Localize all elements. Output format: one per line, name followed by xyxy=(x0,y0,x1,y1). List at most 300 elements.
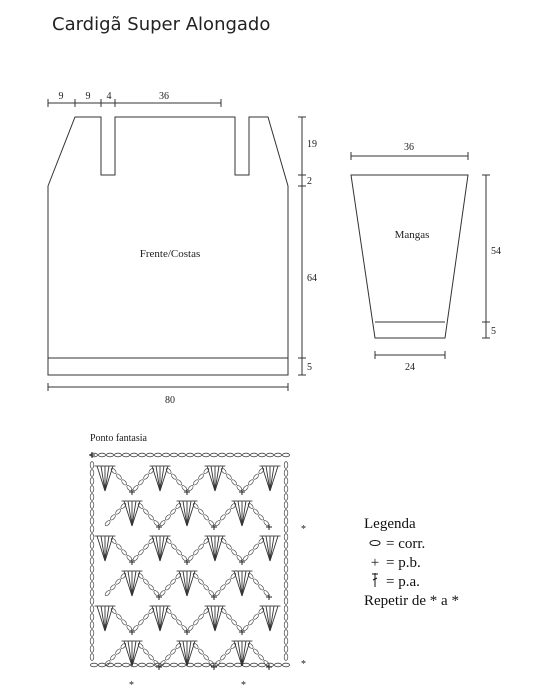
chain-stitch xyxy=(90,598,94,605)
chain-stitch xyxy=(194,663,201,667)
treble-stitch xyxy=(187,501,195,526)
chain-stitch xyxy=(253,543,260,550)
chain-stitch xyxy=(148,607,155,614)
sleeve-right-dim-1: 54 xyxy=(491,246,501,257)
chain-stitch xyxy=(274,453,281,457)
chain-stitch xyxy=(253,613,260,620)
chain-stitch xyxy=(284,566,288,573)
treble-stitch xyxy=(215,466,219,491)
treble-stitch xyxy=(215,466,223,491)
chain-stitch xyxy=(266,663,273,667)
treble-stitch xyxy=(160,606,164,631)
chain-stitch xyxy=(110,584,117,591)
treble-stitch xyxy=(238,571,242,596)
chain-stitch xyxy=(203,584,210,591)
chain-stitch xyxy=(220,514,227,521)
treble-stitch xyxy=(215,606,223,631)
chain-stitch xyxy=(176,619,183,626)
chain-stitch xyxy=(148,514,155,521)
stitch-chart-title: Ponto fantasia xyxy=(90,433,147,444)
chain-stitch xyxy=(203,537,210,544)
treble-stitch xyxy=(101,536,105,561)
treble-stitch xyxy=(242,571,246,596)
repeat-marker-bottom-2: * xyxy=(241,680,246,691)
chain-stitch xyxy=(253,648,260,655)
body-top-dim-2: 9 xyxy=(85,91,91,102)
chain-stitch xyxy=(121,619,128,626)
chain-stitch xyxy=(170,453,177,457)
treble-stitch xyxy=(211,466,215,491)
chain-stitch xyxy=(171,473,178,480)
body-top-dim-1: 9 xyxy=(58,91,64,102)
chain-stitch xyxy=(138,549,145,556)
treble-stitch xyxy=(242,641,250,666)
legend-repeat-text: Repetir de * a * xyxy=(364,593,459,609)
treble-stitch xyxy=(152,606,160,631)
chain-stitch xyxy=(175,502,182,509)
chain-stitch xyxy=(230,502,237,509)
treble-stitch xyxy=(105,466,109,491)
chain-stitch xyxy=(148,584,155,591)
chain-stitch xyxy=(284,638,288,645)
chain-stitch xyxy=(242,453,249,457)
treble-stitch xyxy=(152,536,160,561)
chain-stitch xyxy=(90,470,94,477)
chain-stitch xyxy=(284,630,288,637)
treble-stitch xyxy=(160,466,164,491)
chain-stitch xyxy=(284,470,288,477)
chain-stitch xyxy=(250,453,257,457)
plus-icon: + xyxy=(370,555,380,571)
chain-stitch xyxy=(218,453,225,457)
treble-stitch xyxy=(97,536,105,561)
treble-stitch xyxy=(187,571,191,596)
chain-stitch xyxy=(165,607,172,614)
chain-stitch xyxy=(247,572,254,579)
treble-stitch xyxy=(262,466,270,491)
treble-stitch xyxy=(132,501,140,526)
treble-stitch xyxy=(242,641,246,666)
chain-stitch xyxy=(193,479,200,486)
chain-stitch xyxy=(248,479,255,486)
chain-stitch xyxy=(106,453,113,457)
chain-stitch xyxy=(148,654,155,661)
legend-title: Legenda xyxy=(364,516,416,532)
chain-stitch xyxy=(274,663,281,667)
chain-stitch xyxy=(90,462,94,469)
body-right-dim-2: 2 xyxy=(307,176,312,187)
chain-stitch xyxy=(90,622,94,629)
body-top-dim-4: 36 xyxy=(159,91,169,102)
chain-stitch xyxy=(138,663,145,667)
treble-stitch xyxy=(183,641,187,666)
chain-stitch xyxy=(225,508,232,515)
chain-stitch xyxy=(284,598,288,605)
chain-stitch xyxy=(186,453,193,457)
sleeve-piece-label: Mangas xyxy=(394,229,430,241)
chain-stitch xyxy=(90,646,94,653)
chain-stitch xyxy=(234,663,241,667)
treble-stitch xyxy=(242,501,250,526)
chain-stitch xyxy=(202,453,209,457)
treble-stitch xyxy=(105,606,113,631)
chain-stitch xyxy=(284,590,288,597)
chain-stitch xyxy=(159,660,166,667)
chain-stitch xyxy=(284,614,288,621)
chain-stitch xyxy=(253,473,260,480)
chain-stitch xyxy=(90,614,94,621)
chain-stitch xyxy=(242,555,249,562)
chain-stitch xyxy=(214,660,221,667)
treble-stitch xyxy=(211,536,215,561)
sleeve-bottom-dim: 24 xyxy=(405,362,415,373)
chain-stitch xyxy=(138,479,145,486)
chain-stitch xyxy=(248,549,255,556)
treble-stitch xyxy=(270,466,278,491)
chain-stitch xyxy=(165,584,172,591)
treble-stitch xyxy=(132,641,136,666)
treble-stitch xyxy=(266,536,270,561)
repeat-marker-right-2: * xyxy=(301,659,306,670)
treble-stitch xyxy=(234,501,242,526)
treble-stitch xyxy=(132,501,136,526)
chain-stitch xyxy=(284,582,288,589)
chain-stitch xyxy=(137,502,144,509)
chain-stitch xyxy=(258,654,265,661)
chain-stitch xyxy=(120,502,127,509)
chain-stitch xyxy=(192,572,199,579)
chain-stitch xyxy=(90,590,94,597)
chain-stitch xyxy=(148,537,155,544)
treble-stitch xyxy=(242,571,250,596)
chain-stitch xyxy=(178,663,185,667)
chain-stitch xyxy=(90,486,94,493)
treble-stitch xyxy=(97,466,105,491)
chain-stitch xyxy=(171,543,178,550)
body-piece-outline xyxy=(48,117,288,375)
chain-stitch xyxy=(284,646,288,653)
treble-stitch xyxy=(179,571,187,596)
treble-stitch xyxy=(105,466,113,491)
treble-stitch xyxy=(156,606,160,631)
treble-stitch xyxy=(242,501,246,526)
chain-stitch xyxy=(247,642,254,649)
chain-stitch xyxy=(116,473,123,480)
treble-stitch xyxy=(215,536,223,561)
chain-stitch xyxy=(202,663,209,667)
chain-stitch xyxy=(130,453,137,457)
chain-stitch xyxy=(247,502,254,509)
chain-stitch xyxy=(90,518,94,525)
treble-stitch xyxy=(179,501,187,526)
chain-stitch xyxy=(220,584,227,591)
treble-stitch xyxy=(132,571,140,596)
chain-stitch xyxy=(143,648,150,655)
treble-stitch xyxy=(105,536,113,561)
chain-stitch xyxy=(138,453,145,457)
treble-stitch xyxy=(101,466,105,491)
chain-stitch xyxy=(148,467,155,474)
chain-stitch xyxy=(187,555,194,562)
chain-stitch xyxy=(122,663,129,667)
chain-stitch xyxy=(90,638,94,645)
chain-stitch xyxy=(187,625,194,632)
chain-stitch xyxy=(115,508,122,515)
chain-stitch xyxy=(266,453,273,457)
body-piece-label: Frente/Costas xyxy=(139,248,201,260)
chain-stitch xyxy=(210,453,217,457)
chain-stitch xyxy=(175,572,182,579)
treble-stitch xyxy=(207,466,215,491)
treble-stitch xyxy=(128,641,132,666)
chain-stitch xyxy=(203,514,210,521)
chain-stitch xyxy=(231,549,238,556)
chain-stitch xyxy=(284,478,288,485)
treble-stitch xyxy=(238,641,242,666)
chain-stitch xyxy=(203,467,210,474)
chain-stitch xyxy=(225,648,232,655)
chain-stitch xyxy=(253,508,260,515)
chain-stitch xyxy=(284,622,288,629)
chain-stitch xyxy=(284,526,288,533)
stitch-chart xyxy=(89,452,290,670)
chain-stitch xyxy=(284,518,288,525)
body-right-dim-4: 5 xyxy=(307,362,312,373)
chain-stitch xyxy=(198,543,205,550)
chain-stitch xyxy=(242,625,249,632)
chain-stitch xyxy=(143,578,150,585)
chain-stitch xyxy=(90,510,94,517)
chain-stitch xyxy=(231,619,238,626)
chain-stitch xyxy=(193,549,200,556)
chain-stitch xyxy=(146,453,153,457)
chain-stitch xyxy=(284,502,288,509)
chain-stitch xyxy=(187,485,194,492)
treble-stitch xyxy=(105,606,109,631)
repeat-marker-right-1: * xyxy=(301,524,306,535)
chain-stitch xyxy=(90,502,94,509)
chain-stitch xyxy=(284,550,288,557)
chain-stitch xyxy=(258,514,265,521)
chain-stitch xyxy=(203,607,210,614)
chain-stitch xyxy=(138,619,145,626)
chain-stitch xyxy=(143,473,150,480)
chain-stitch xyxy=(226,663,233,667)
treble-stitch xyxy=(234,571,242,596)
legend-item-label: = p.a. xyxy=(386,574,420,590)
treble-stitch xyxy=(215,536,219,561)
chain-stitch xyxy=(115,578,122,585)
treble-stitch xyxy=(97,606,105,631)
treble-stitch xyxy=(152,466,160,491)
treble-stitch xyxy=(207,606,215,631)
chain-stitch xyxy=(192,642,199,649)
chain-stitch xyxy=(170,578,177,585)
chain-stitch xyxy=(284,574,288,581)
chain-stitch xyxy=(137,572,144,579)
chain-stitch xyxy=(258,537,265,544)
treble-stitch-icon xyxy=(364,572,386,593)
chain-stitch xyxy=(116,543,123,550)
chain-stitch xyxy=(143,508,150,515)
chain-oval-icon xyxy=(364,536,386,553)
chain-stitch xyxy=(284,486,288,493)
chain-stitch xyxy=(90,566,94,573)
chain-stitch xyxy=(242,663,249,667)
chain-stitch xyxy=(121,549,128,556)
body-right-dim-1: 19 xyxy=(307,139,317,150)
chain-stitch xyxy=(90,582,94,589)
chain-stitch xyxy=(132,625,139,632)
treble-stitch xyxy=(266,466,270,491)
chain-stitch xyxy=(115,648,122,655)
chain-stitch xyxy=(284,558,288,565)
chain-stitch xyxy=(194,453,201,457)
chain-stitch xyxy=(90,534,94,541)
chain-stitch xyxy=(90,630,94,637)
treble-stitch xyxy=(179,641,187,666)
chain-stitch xyxy=(284,654,288,661)
chain-stitch xyxy=(110,607,117,614)
treble-stitch xyxy=(156,536,160,561)
chain-stitch xyxy=(90,494,94,501)
chain-stitch xyxy=(116,613,123,620)
treble-stitch xyxy=(187,641,191,666)
chain-stitch xyxy=(284,462,288,469)
chain-stitch xyxy=(170,508,177,515)
chain-stitch xyxy=(230,572,237,579)
chain-stitch xyxy=(226,473,233,480)
chain-stitch xyxy=(258,607,265,614)
treble-stitch xyxy=(124,641,132,666)
chain-stitch xyxy=(198,508,205,515)
chain-stitch xyxy=(137,642,144,649)
chain-stitch xyxy=(121,479,128,486)
chain-stitch xyxy=(98,453,105,457)
chain-stitch xyxy=(110,654,117,661)
chain-stitch xyxy=(90,606,94,613)
chain-stitch xyxy=(258,467,265,474)
chain-stitch xyxy=(165,537,172,544)
chain-stitch xyxy=(165,654,172,661)
chain-stitch xyxy=(242,485,249,492)
chain-stitch xyxy=(226,453,233,457)
chain-stitch xyxy=(90,526,94,533)
chain-stitch xyxy=(90,558,94,565)
chain-stitch xyxy=(159,520,166,527)
chain-stitch xyxy=(90,654,94,661)
chain-stitch xyxy=(284,510,288,517)
treble-stitch xyxy=(270,606,278,631)
chain-stitch xyxy=(162,453,169,457)
chain-stitch xyxy=(90,663,97,667)
treble-stitch xyxy=(270,536,274,561)
treble-stitch xyxy=(187,571,195,596)
treble-stitch xyxy=(270,606,274,631)
sleeve-top-dim: 36 xyxy=(404,142,414,153)
chain-stitch xyxy=(198,578,205,585)
treble-stitch xyxy=(160,536,168,561)
legend-item xyxy=(364,535,459,554)
chain-stitch xyxy=(198,648,205,655)
sleeve-piece-outline xyxy=(351,175,468,338)
chain-stitch xyxy=(193,619,200,626)
chain-stitch xyxy=(165,514,172,521)
chain-stitch xyxy=(220,654,227,661)
legend-item xyxy=(364,573,459,592)
chain-stitch xyxy=(176,549,183,556)
chain-stitch xyxy=(104,520,111,527)
treble-stitch xyxy=(156,466,160,491)
legend-item-label: = corr. xyxy=(386,536,426,552)
chain-stitch xyxy=(170,663,177,667)
treble-stitch xyxy=(187,501,191,526)
chain-stitch xyxy=(220,537,227,544)
chain-stitch xyxy=(225,578,232,585)
treble-stitch xyxy=(238,501,242,526)
treble-stitch xyxy=(101,606,105,631)
chain-stitch xyxy=(284,606,288,613)
chain-stitch xyxy=(234,453,241,457)
chain-stitch xyxy=(284,534,288,541)
chain-stitch xyxy=(120,642,127,649)
treble-stitch xyxy=(187,641,195,666)
chain-stitch xyxy=(226,613,233,620)
treble-stitch xyxy=(124,501,132,526)
legend xyxy=(364,516,459,611)
chain-stitch xyxy=(132,555,139,562)
treble-stitch xyxy=(234,641,242,666)
treble-stitch xyxy=(132,571,136,596)
treble-stitch xyxy=(132,641,140,666)
chain-stitch xyxy=(143,613,150,620)
chain-stitch xyxy=(154,453,161,457)
chain-stitch xyxy=(220,607,227,614)
chain-stitch xyxy=(214,590,221,597)
body-top-dim-3: 4 xyxy=(106,91,112,102)
chain-stitch xyxy=(110,537,117,544)
chain-stitch xyxy=(146,663,153,667)
treble-stitch xyxy=(160,606,168,631)
chain-stitch xyxy=(114,663,121,667)
chain-stitch xyxy=(198,613,205,620)
chain-stitch xyxy=(253,578,260,585)
treble-stitch xyxy=(215,606,219,631)
chain-stitch xyxy=(230,642,237,649)
legend-item xyxy=(364,554,459,573)
chain-stitch xyxy=(231,479,238,486)
chain-stitch xyxy=(282,453,289,457)
chain-stitch xyxy=(258,453,265,457)
treble-stitch xyxy=(183,501,187,526)
treble-stitch xyxy=(183,571,187,596)
chain-stitch xyxy=(284,542,288,549)
chain-stitch xyxy=(203,654,210,661)
repeat-marker-bottom-1: * xyxy=(129,680,134,691)
chain-stitch xyxy=(176,479,183,486)
chain-stitch xyxy=(226,543,233,550)
sleeve-right-dim-2: 5 xyxy=(491,326,496,337)
chain-stitch xyxy=(114,453,121,457)
chain-stitch xyxy=(165,467,172,474)
treble-stitch xyxy=(128,571,132,596)
treble-stitch xyxy=(160,536,164,561)
chain-stitch xyxy=(192,502,199,509)
treble-stitch xyxy=(124,571,132,596)
chain-stitch xyxy=(248,619,255,626)
treble-stitch xyxy=(270,466,274,491)
treble-stitch xyxy=(105,536,109,561)
